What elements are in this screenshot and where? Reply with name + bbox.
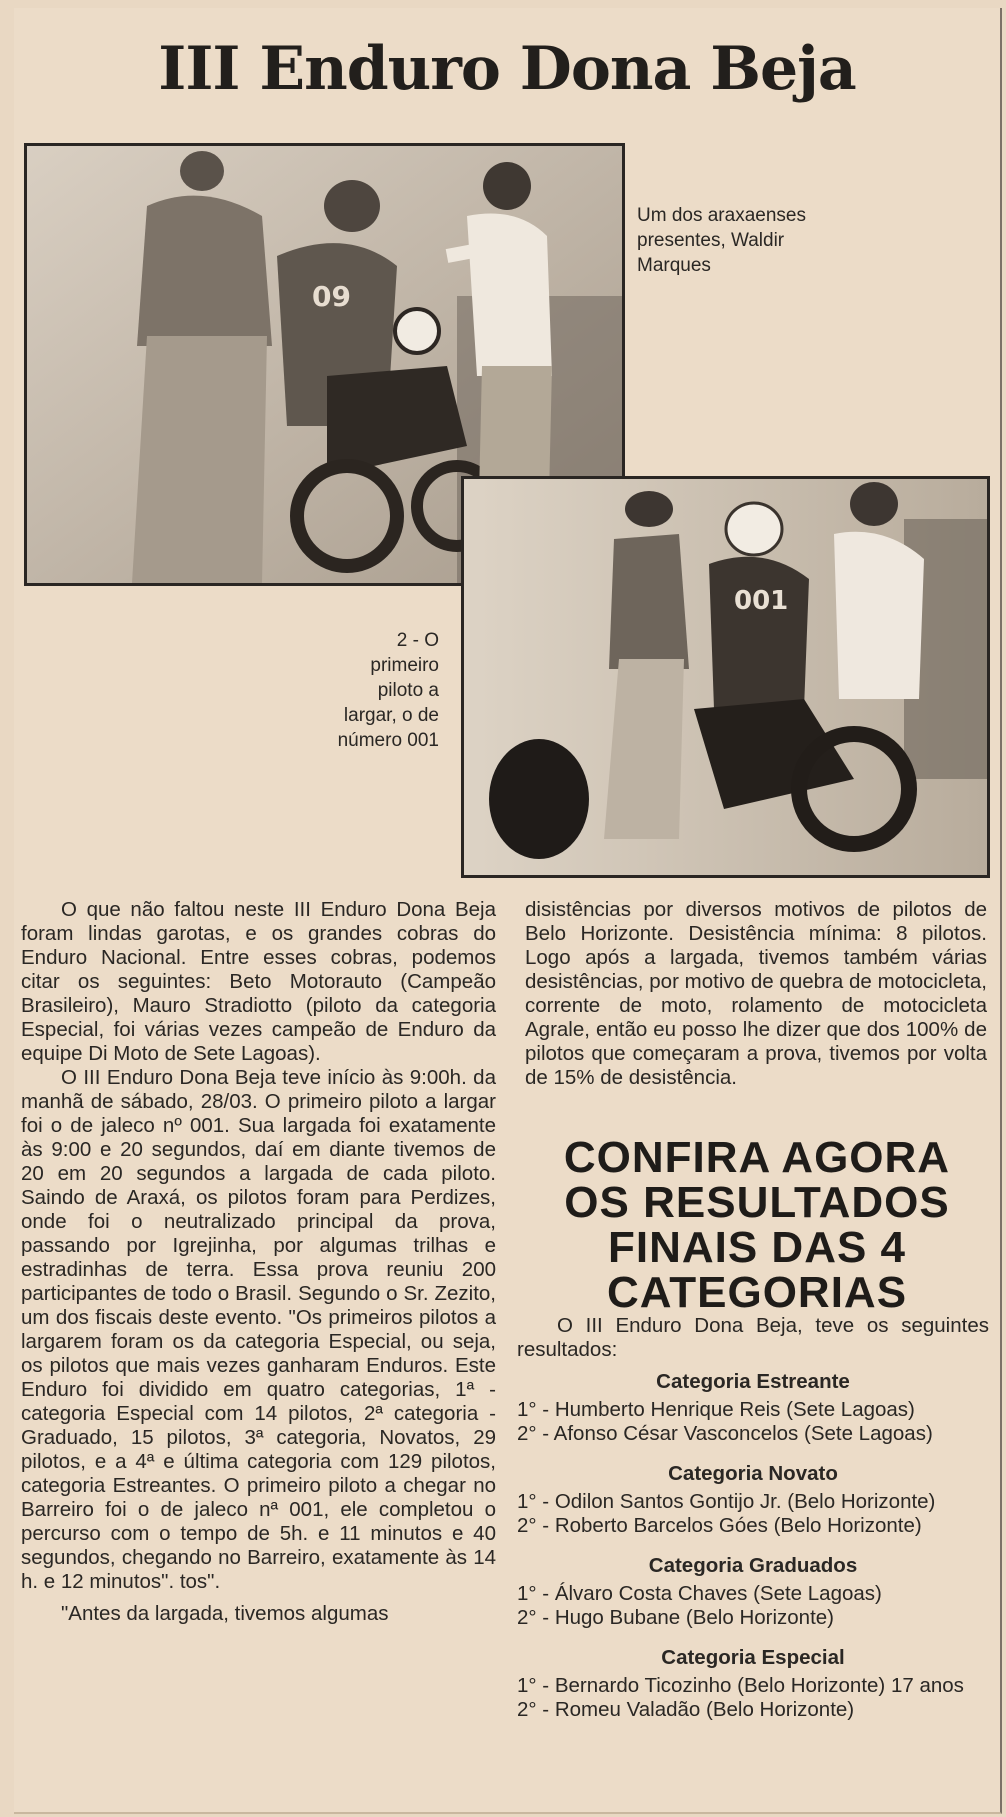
result-line: 2° - Romeu Valadão (Belo Horizonte): [517, 1698, 855, 1721]
result-line: 1° - Bernardo Ticozinho (Belo Horizonte) 17 anos: [517, 1674, 964, 1697]
category-heading: Categoria Estreante: [656, 1370, 850, 1393]
banner-line: CATEGORIAS: [606, 1268, 908, 1317]
category-heading: Categoria Especial: [661, 1646, 845, 1669]
paragraph: O que não faltou neste III Enduro Dona Beja foram lindas garotas, e os grandes cobras do Enduro Nacional. Entre esses cobras, podemos citar os seguintes: Beto Motorauto (Campeão Brasileiro), Mauro Stradiotto (piloto da categoria Especial, foi várias vezes campeão de Enduro da equipe Di Moto de Sete Lagoas).: [21, 898, 496, 1065]
results-banner: [518, 1135, 996, 1315]
paragraph: O III Enduro Dona Beja teve início às 9:00h. da manhã de sábado, 28/03. O primeiro piloto a largar foi o de jaleco nº 001. Sua largada foi exatamente às 9:00 e 20 segundos, daí em diante tivemos de 20 em 20 segundos a largada de cada piloto. Saindo de Araxá, os pilotos foram para Perdizes, onde foi o neutralizado principal da prova, passando por Igrejinha, por algumas trilhas e estradinhas de terra. Essa prova reuniu 200 participantes de todo o Brasil. Segundo o Sr. Zezito, um dos fiscais deste evento. "Os primeiros pilotos a largarem foram os da categoria Especial, ou seja, os pilotos que mais vezes ganharam Enduros. Este Enduro foi dividido em quatro categorias, 1ª - categoria Especial com 14 pilotos, 2ª categoria - Graduado, 15 pilotos, 3ª categoria, Novatos, 29 pilotos, e a 4ª e última categoria com 129 pilotos, categoria Estreantes. O primeiro piloto a chegar no Barreiro foi o de jaleco nª 001, ele completou o percurso com o tempo de 5h. e 11 minutos e 40 segundos, chegando no Barreiro, exatamente às 14 h. e 12 minutos". tos".: [21, 1066, 496, 1593]
paragraph: "Antes da largada, tivemos algumas: [61, 1602, 389, 1625]
svg-text:001: 001: [734, 586, 789, 616]
banner-line: OS RESULTADOS: [564, 1178, 950, 1227]
category-heading: Categoria Novato: [668, 1462, 838, 1485]
photo-first-rider-start: [461, 476, 990, 878]
category-heading: Categoria Graduados: [648, 1554, 858, 1577]
photo2-caption: 2 - O primeiro piloto a largar, o de número 001: [337, 630, 439, 751]
headline: III Enduro Dona Beja: [158, 34, 856, 104]
result-line: 1° - Humberto Henrique Reis (Sete Lagoas): [517, 1398, 915, 1421]
newspaper-clipping: [14, 8, 1002, 1814]
banner-line: CONFIRA AGORA: [563, 1133, 951, 1182]
result-line: 2° - Roberto Barcelos Góes (Belo Horizonte): [517, 1514, 922, 1537]
banner-line: FINAIS DAS 4: [607, 1223, 907, 1272]
results-section: [517, 1314, 989, 1722]
photo1-caption: Um dos araxaenses presentes, Waldir Marques: [637, 205, 806, 276]
result-line: 2° - Afonso César Vasconcelos (Sete Lagoas): [517, 1422, 933, 1445]
article-right-column: [525, 898, 987, 1090]
article-left-column: [21, 898, 496, 1626]
result-line: 1° - Odilon Santos Gontijo Jr. (Belo Horizonte): [517, 1490, 936, 1513]
paragraph: disistências por diversos motivos de pilotos de Belo Horizonte. Desistência mínima: 8 pilotos. Logo após a largada, tivemos também várias desistências, por motivo de quebra de motocicleta, corrente de moto, rolamento de motocicleta Agrale, então eu posso lhe dizer que dos 100% de pilotos que começaram a prova, tivemos por volta de 15% de desistência.: [525, 898, 987, 1089]
svg-text:09: 09: [312, 280, 351, 313]
result-line: 2° - Hugo Bubane (Belo Horizonte): [517, 1606, 835, 1629]
results-intro: O III Enduro Dona Beja, teve os seguintes resultados:: [517, 1314, 989, 1361]
result-line: 1° - Álvaro Costa Chaves (Sete Lagoas): [517, 1582, 882, 1605]
